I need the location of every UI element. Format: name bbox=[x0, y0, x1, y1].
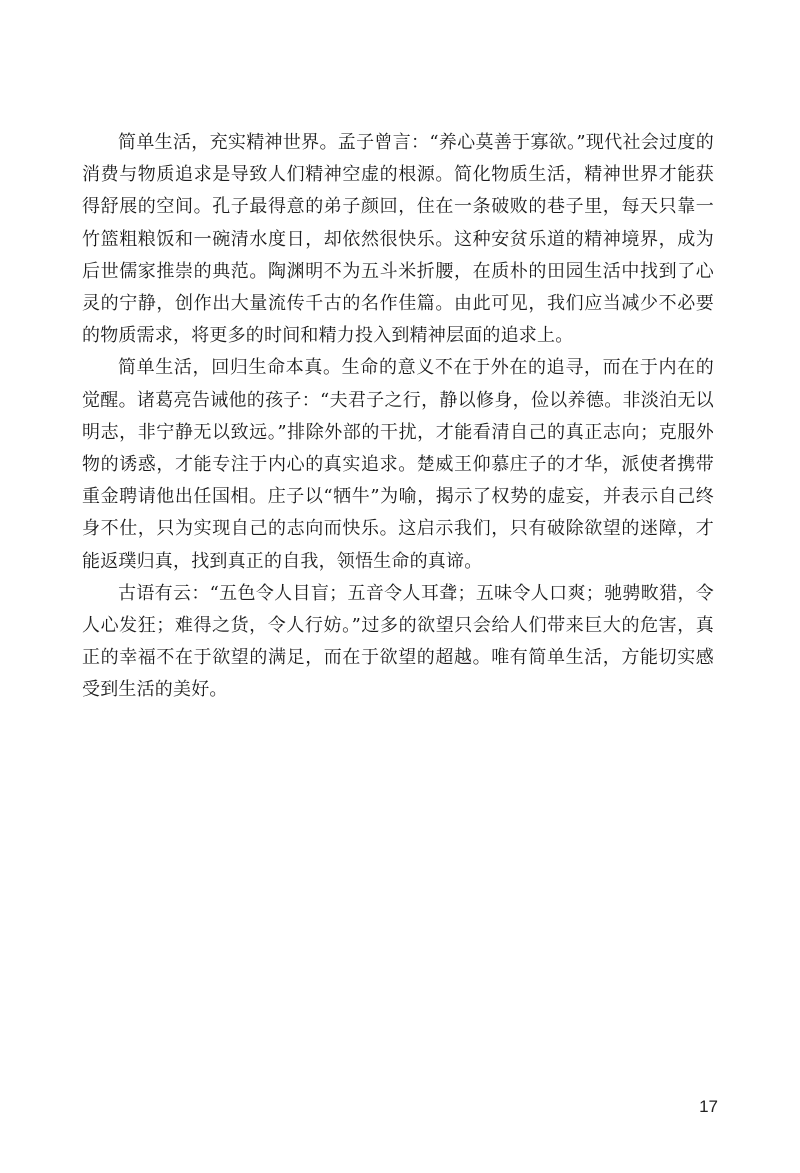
paragraph-simple-life-spirit: 简单生活，充实精神世界。孟子曾言：“养心莫善于寡欲。”现代社会过度的消费与物质追求是导致人们精神空虚的根源。简化物质生活，精神世界才能获得舒展的空间。孔子最得意的弟子颜回，住在一条破败的巷子里，每天只靠一竹篮粗粮饭和一碗清水度日，却依然很快乐。这种安贫乐道的精神境界，成为后世儒家推崇的典范。陶渊明不为五斗米折腰，在质朴的田园生活中找到了心灵的宁静，创作出大量流传千古的名作佳篇。由此可见，我们应当减少不必要的物质需求，将更多的时间和精力投入到精神层面的追求上。 bbox=[82, 132, 714, 347]
body-text bbox=[82, 127, 714, 707]
paragraph-ancient-saying: 古语有云：“五色令人目盲；五音令人耳聋；五味令人口爽；驰骋畋猎，令人心发狂；难得之货，令人行妨。”过多的欲望只会给人们带来巨大的危害，真正的幸福不在于欲望的满足，而在于欲望的超越。唯有简单生活，方能切实感受到生活的美好。 bbox=[82, 582, 714, 701]
paragraph-simple-life-essence: 简单生活，回归生命本真。生命的意义不在于外在的追寻，而在于内在的觉醒。诸葛亮告诫他的孩子：“夫君子之行，静以修身，俭以养德。非淡泊无以明志，非宁静无以致远。”排除外部的干扰，才能看清自己的真正志向；克服外物的诱惑，才能专注于内心的真实追求。楚威王仰慕庄子的才华，派使者携带重金聘请他出任国相。庄子以“牺牛”为喻，揭示了权势的虚妄，并表示自己终身不仕，只为实现自己的志向而快乐。这启示我们，只有破除欲望的迷障，才能返璞归真，找到真正的自我，领悟生命的真谛。 bbox=[82, 357, 714, 572]
page-number: 17 bbox=[699, 1097, 718, 1116]
